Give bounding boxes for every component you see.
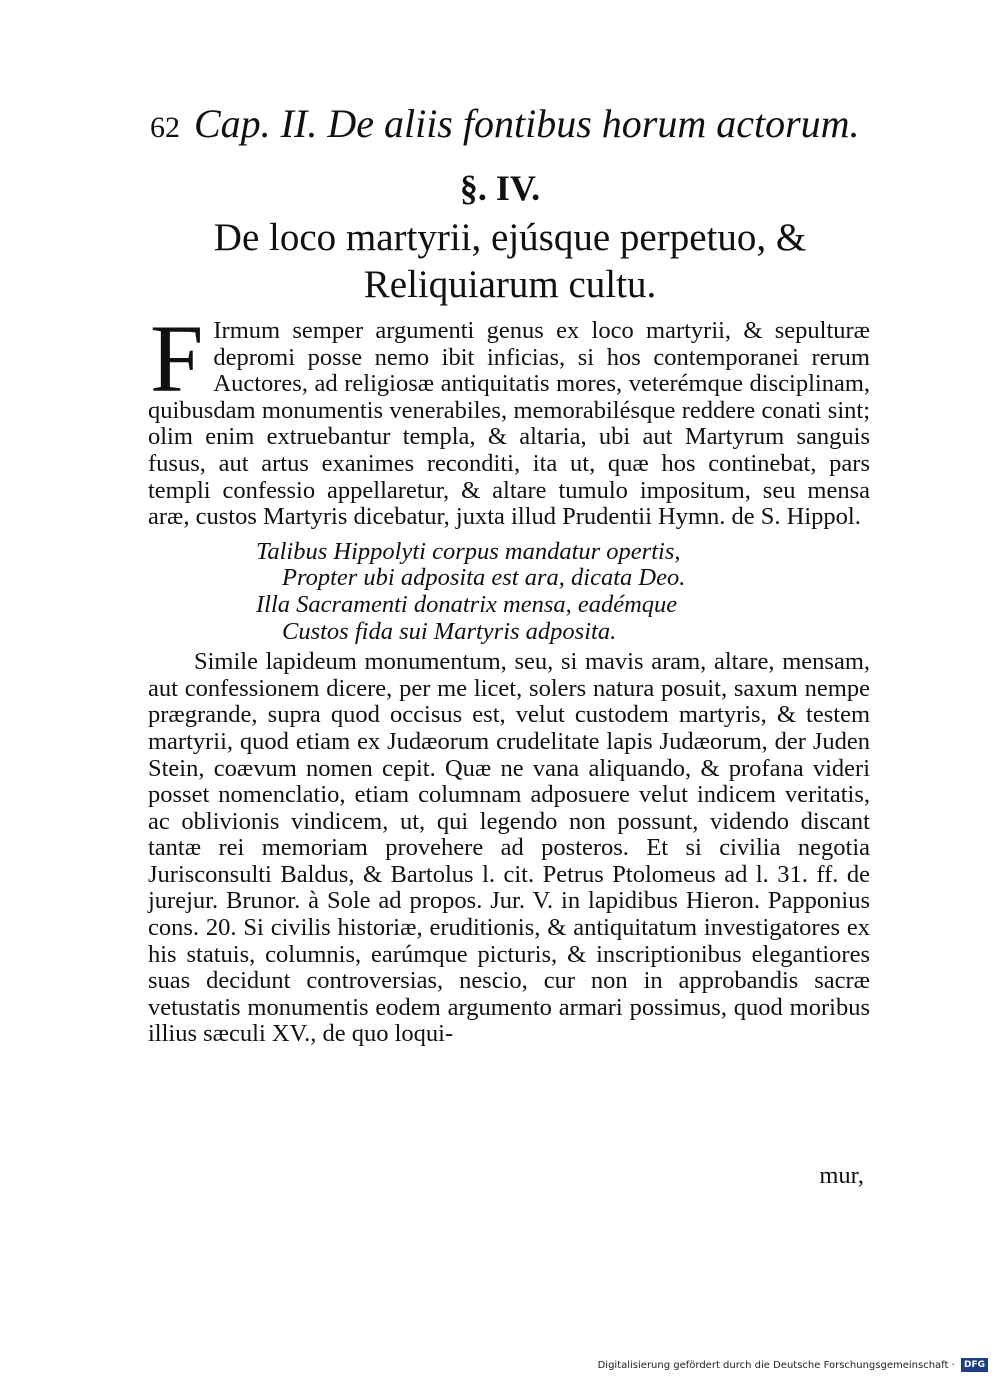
section-number: §. IV.	[459, 168, 541, 208]
running-head	[150, 100, 870, 152]
catchword: mur,	[819, 1162, 864, 1189]
paragraph-2: Simile lapideum monumentum, seu, si mavis aram, altare, mensam, aut confessionem dicere, per me licet, solers natura posuit, saxum nempe prægrande, supra quod occisus est, velut custodem martyris, & testem martyrii, quod etiam ex Judæorum crudelitate lapis Judæorum, der Juden Stein, coævum nomen cepit. Quæ ne vana aliquando, & profana videri posset nomenclatio, etiam columnam adposuere velut indicem veritatis, ac oblivionis vindicem, ut, qui legendo non possunt, videndo discant tantæ rei memoriam provehere ad posteros. Et si civilia negotia Jurisconsulti Baldus, & Bartolus l. cit. Petrus Ptolomeus ad l. 31. ff. de jurejur. Brunor. à Sole ad propos. Jur. V. in lapidibus Hieron. Papponius cons. 20. Si civilis historiæ, eruditionis, & antiquitatum investigatores ex his statuis, columnis, earúmque picturis, & inscriptionibus elegantiores suas decidunt controversias, nescio, cur non in approbandis sacræ vetustatis monumentis eodem argumento armari possimus, quod moribus illius sæculi XV., de quo loqui-	[148, 648, 870, 1048]
page-number: 62	[150, 111, 180, 144]
verse-line-3: Illa Sacramenti donatrix mensa, eadémque	[256, 590, 678, 618]
verse-quotation	[256, 539, 870, 645]
digitization-credit-text: Digitalisierung gefördert durch die Deutsche Forschungsgemeinschaft ·	[597, 1360, 955, 1371]
digitization-credit	[598, 1358, 988, 1373]
dfg-logo: DFG	[961, 1358, 988, 1372]
section-title: De loco martyrii, ejúsque perpetuo, & Reliquiarum cultu.	[213, 216, 807, 306]
drop-cap-initial: F	[150, 305, 204, 412]
paragraph-1-text: Irmum semper argumenti genus ex loco martyrii, & sepulturæ depromi posse nemo ibit inficias, si hos contemporanei rerum Auctores, ad religiosæ antiquitatis mores, veterémque disciplinam, quibusdam monumentis venerabiles, memorabilésque reddere conati sint; olim enim extruebantur templa, & altaria, ubi aut Martyrum sanguis fusus, aut artus exanimes reconditi, ita ut, quæ hos continebat, pars templi confessio appellaretur, & altare tumulo impositum, seu mensa aræ, custos Martyris dicebatur, juxta illud Prudentii Hymn. de S. Hippol.	[148, 317, 870, 531]
running-head-title: Cap. II. De aliis fontibus horum actorum.	[194, 101, 860, 146]
paragraph-1	[148, 305, 870, 531]
verse-line-4: Custos fida sui Martyris adposita.	[282, 617, 617, 645]
verse-line-1: Talibus Hippolyti corpus mandatur opertis,	[256, 537, 681, 565]
verse-line-2: Propter ubi adposita est ara, dicata Deo.	[282, 564, 686, 592]
body-text	[148, 305, 870, 1048]
